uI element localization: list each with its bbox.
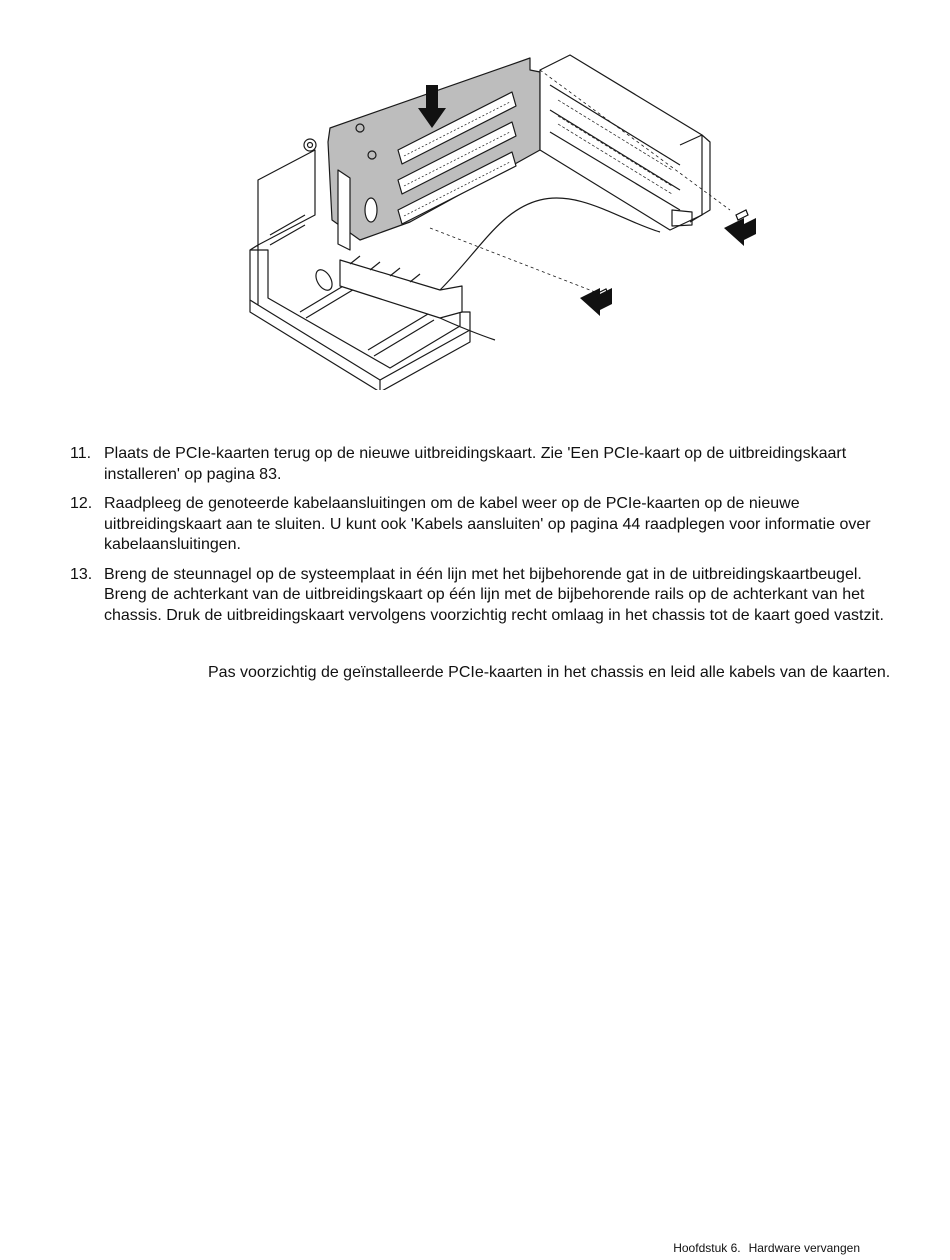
step-text: Breng de steunnagel op de systeemplaat in één lijn met het bijbehorende gat in de uitbreidingskaartbeugel. Breng de achterkant van de uitbreidingskaart op één lijn met de bijbehorende rails op de achterkant van het chassis. Druk de uitbreidingskaart vervolgens voorzichtig recht omlaag in het chassis tot de kaart goed vastzit. xyxy=(104,565,884,624)
riser-card-illustration xyxy=(240,50,760,390)
step-text: Plaats de PCIe-kaarten terug op de nieuwe uitbreidingskaart. Zie 'Een PCIe-kaart op de uitbreidingskaart installeren' op pagina 83. xyxy=(104,445,847,483)
riser-card-assembly-illustration xyxy=(240,50,760,390)
step-number: 13. xyxy=(70,565,93,583)
page-footer xyxy=(673,1241,860,1255)
step-number: 11. xyxy=(70,445,92,462)
step-11 xyxy=(70,444,900,485)
note-text: Pas voorzichtig de geïnstalleerde PCIe-kaarten in het chassis en leid alle kabels van de kaarten. xyxy=(208,664,891,681)
step-12 xyxy=(70,494,900,556)
footer-chapter: Hoofdstuk 6. xyxy=(673,1241,741,1255)
instruction-steps xyxy=(70,444,900,635)
footer-title: Hardware vervangen xyxy=(748,1241,860,1255)
step-text: Raadpleeg de genoteerde kabelaansluitingen om de kabel weer op de PCIe-kaarten op de nieuwe uitbreidingskaart aan te sluiten. U kunt ook 'Kabels aansluiten' op pagina 44 raadplegen voor informatie over kabelaansluitingen. xyxy=(104,495,871,553)
step-13 xyxy=(70,565,900,627)
note-paragraph xyxy=(104,662,894,683)
step-number: 12. xyxy=(70,495,93,512)
